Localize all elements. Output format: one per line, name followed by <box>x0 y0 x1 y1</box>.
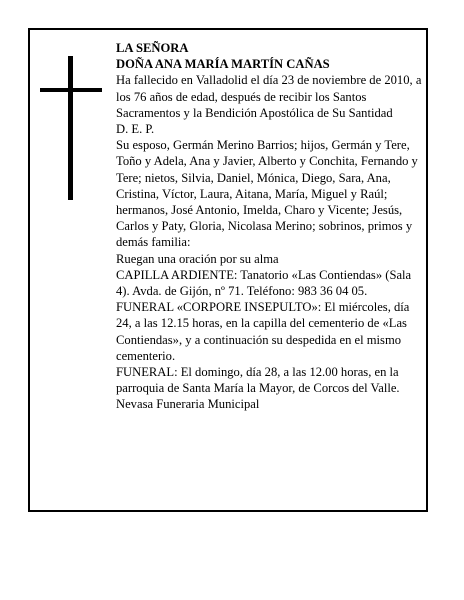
honorific: LA SEÑORA <box>116 41 189 55</box>
funeral-home: Nevasa Funeraria Municipal <box>116 397 260 412</box>
prayer-request: Ruegan una oración por su alma <box>116 251 279 266</box>
funeral-body-info: FUNERAL «CORPORE INSEPULTO»: El miércoles, día 24, a las 12.15 horas, en la capilla del cementerio de «Las Contiendas», y a continuación su despedida en el mismo cementerio. <box>116 300 410 363</box>
cross-icon <box>40 56 104 200</box>
obituary-notice <box>28 28 428 512</box>
cross-horizontal-bar <box>40 88 102 92</box>
rip-text: D. E. P. <box>116 122 155 137</box>
death-announcement: Ha fallecido en Valladolid el día 23 de noviembre de 2010, a los 76 años de edad, después de recibir los Santos Sacramentos y la Bendición Apostólica de Su Santidad <box>116 73 422 120</box>
deceased-name: DOÑA ANA MARÍA MARTÍN CAÑAS <box>116 57 330 72</box>
funeral-info: FUNERAL: El domingo, día 28, a las 12.00 horas, en la parroquia de Santa María la Mayor, de Corcos del Valle. <box>116 365 400 396</box>
chapel-info: CAPILLA ARDIENTE: Tanatorio «Las Contiendas» (Sala 4). Avda. de Gijón, nº 71. Teléfono: 983 36 04 05. <box>116 267 412 299</box>
family-list: Su esposo, Germán Merino Barrios; hijos, Germán y Tere, Toño y Adela, Ana y Javier, Alberto y Conchita, Fernando y Tere; nietos, Silvia, Daniel, Mónica, Diego, Sara, Ana, Cristina, Víctor, Laura, Aitana, María, Miguel y Raúl; hermanos, José Antonio, Imelda, Charo y Vicente; Jesús, Carlos y Paty, Gloria, Nicolasa Merino; sobrinos, primos y demás familia: <box>116 138 418 250</box>
cross-vertical-bar <box>68 56 73 200</box>
obituary-text <box>116 40 424 413</box>
